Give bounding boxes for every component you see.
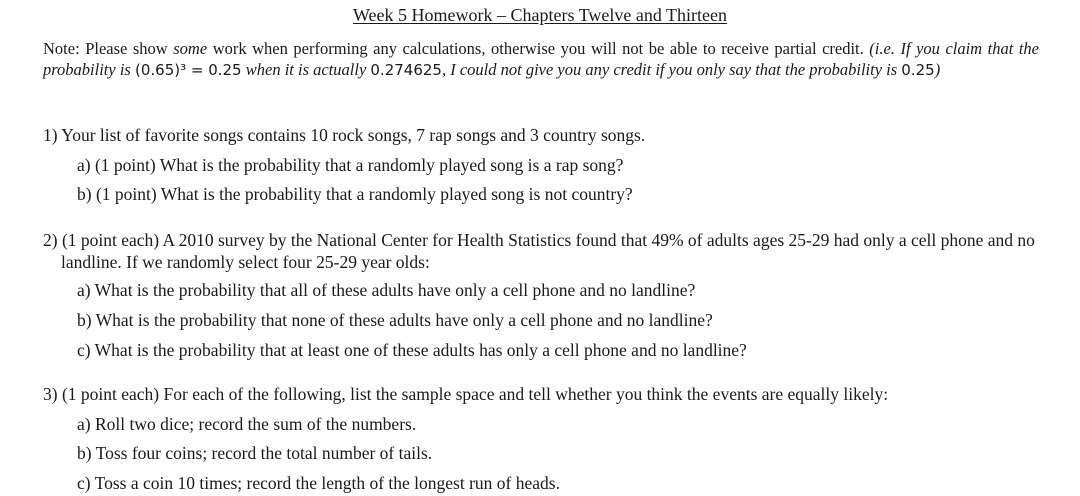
question-2a: a) What is the probability that all of these adults have only a cell phone and no landline?: [77, 280, 696, 300]
question-2: 2) (1 point each) A 2010 survey by the National Center for Health Statistics found that 49% of adults ages 25-29 had only a cell phone and no landline. If we randomly select four 25-29 year olds:: [43, 230, 1035, 272]
question-3a: a) Roll two dice; record the sum of the numbers.: [77, 414, 417, 434]
question-3b: b) Toss four coins; record the total number of tails.: [77, 443, 433, 463]
question-1a: a) (1 point) What is the probability that a randomly played song is a rap song?: [77, 155, 624, 175]
question-1: 1) Your list of favorite songs contains 10 rock songs, 7 rap songs and 3 country songs.: [43, 125, 646, 145]
question-3c: c) Toss a coin 10 times; record the length of the longest run of heads.: [77, 473, 560, 493]
question-3: 3) (1 point each) For each of the following, list the sample space and tell whether you think the events are equally likely:: [43, 384, 889, 404]
note-paragraph: Note: Please show some work when performing any calculations, otherwise you will not be able to receive partial credit. (i.e. If you claim that the probability is (0.65)³ = 0.25 when it is actually 0.274625, I could not give you any credit if you only say that the probability is 0.25): [43, 39, 1039, 79]
question-2c: c) What is the probability that at least one of these adults has only a cell phone and no landline?: [77, 340, 747, 360]
page-title: Week 5 Homework – Chapters Twelve and Thirteen: [352, 5, 728, 25]
question-2b: b) What is the probability that none of these adults have only a cell phone and no landline?: [77, 310, 713, 330]
question-1b: b) (1 point) What is the probability that a randomly played song is not country?: [77, 184, 633, 204]
